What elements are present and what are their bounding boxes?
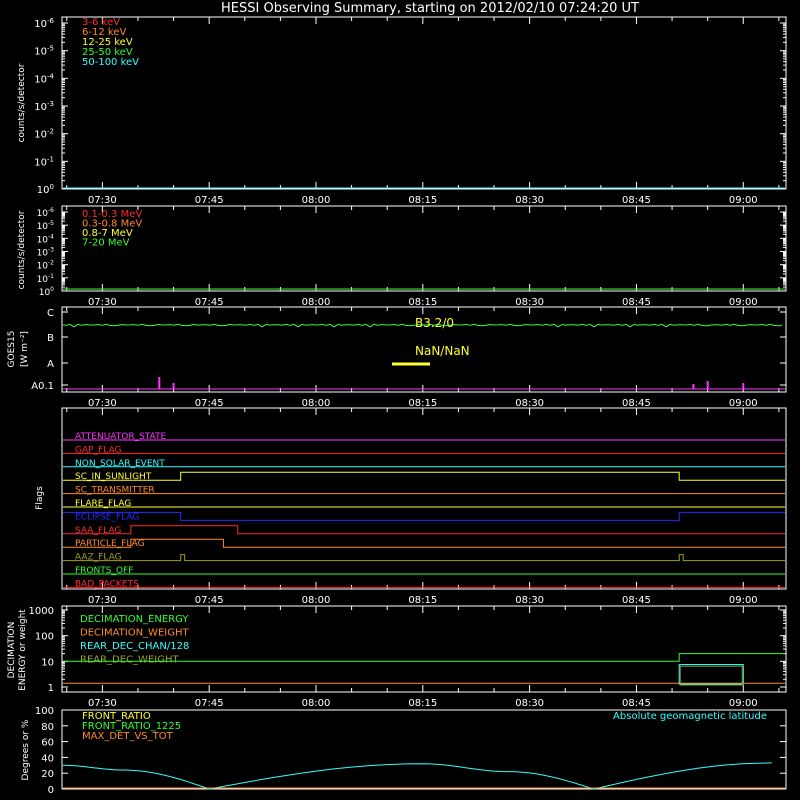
hxr-y-label: $10^{-1}$	[34, 155, 54, 169]
gamma-y-label: $10^{-6}$	[36, 207, 54, 219]
decimation-legend-item: REAR_DEC_CHAN/128	[80, 641, 190, 652]
gamma-frame	[62, 206, 786, 291]
flag-label: ATTENUATOR_STATE	[75, 432, 167, 442]
gamma-legend-item: 0.3-0.8 MeV	[82, 218, 143, 230]
gamma-time-label: 07:30	[87, 297, 117, 308]
decimation-y-label: 1000	[28, 606, 54, 617]
decimation-y-label: 100	[34, 631, 54, 643]
decimation-y-axis-title-1: DECIMATION	[7, 621, 17, 679]
flag-label: ECLIPSE_FLAG	[75, 512, 140, 523]
panels	[7, 17, 786, 796]
decimation-time-label: 08:00	[301, 698, 331, 709]
ratios-legend-item: FRONT_RATIO	[82, 711, 151, 722]
goes-time-label: 07:45	[194, 398, 224, 409]
flag-label: SC_TRANSMITTER	[75, 485, 155, 496]
flags-time-label: 09:00	[728, 595, 758, 606]
panel-flags	[35, 408, 786, 606]
hxr-y-axis-title: counts/s/detector	[17, 63, 27, 143]
hxr-time-label: 07:45	[194, 195, 224, 206]
flag-label: NON_SOLAR_EVENT	[75, 458, 165, 469]
decimation-y-label: 10	[41, 657, 54, 669]
decimation-legend-item: DECIMATION_ENERGY	[80, 614, 189, 625]
rear-dec-weight-series	[680, 666, 742, 685]
ratios-y-label: 40	[41, 753, 54, 765]
flags-time-label: 08:30	[515, 595, 545, 606]
goes-time-label: 08:45	[622, 398, 651, 409]
panel-ratios	[21, 706, 786, 796]
flag-series	[63, 512, 785, 523]
decimation-legend-item: DECIMATION_WEIGHT	[80, 627, 189, 639]
flags-time-label: 07:30	[87, 595, 117, 606]
flag-label: SAA_FLAG	[75, 525, 122, 536]
hxr-legend-item: 3-6 keV	[82, 17, 120, 28]
panel-decimation	[7, 606, 786, 709]
gamma-time-label: 08:45	[622, 297, 651, 308]
goes-y-label: A	[47, 359, 54, 370]
goes-time-label: 09:00	[728, 398, 758, 409]
ratios-legend-item: FRONT_RATIO_1225	[82, 721, 182, 732]
flags-time-label: 08:15	[408, 595, 438, 606]
hxr-y-label: $10^{-2}$	[34, 127, 54, 141]
flag-series	[63, 472, 785, 483]
ratios-y-axis-title: Degrees or %	[21, 719, 31, 781]
hxr-y-label: $10^{-3}$	[34, 100, 54, 113]
gamma-y-label: $10^{-5}$	[36, 220, 54, 233]
decimation-time-label: 08:15	[408, 698, 438, 709]
gamma-time-label: 09:00	[728, 297, 758, 308]
decimation-time-label: 09:00	[728, 698, 758, 709]
gamma-y-label: $10^{-3}$	[36, 246, 54, 259]
ratios-y-label: 80	[41, 721, 54, 733]
hxr-frame	[62, 17, 786, 189]
plot-title: HESSI Observing Summary, starting on 2012/02/10 07:24:20 UT	[221, 1, 639, 16]
flags-y-axis-title: Flags	[35, 486, 45, 510]
goes-ratio-annotation: NaN/NaN	[415, 344, 470, 358]
gamma-legend-item: 0.8-7 MeV	[82, 228, 133, 239]
gamma-time-label: 07:45	[194, 297, 224, 308]
gamma-y-label: $10^{-4}$	[36, 233, 54, 246]
gamma-time-label: 08:15	[408, 297, 438, 308]
gamma-y-axis-title: counts/s/detector	[17, 210, 27, 290]
hxr-time-label: 08:00	[301, 195, 331, 206]
hxr-legend-item: 6-12 keV	[82, 27, 127, 38]
gamma-y-label: $10^0$	[38, 286, 54, 298]
hxr-time-label: 07:30	[87, 195, 117, 206]
gamma-legend-item: 7-20 MeV	[82, 237, 130, 249]
flags-time-label: 08:45	[622, 595, 651, 606]
hxr-legend-item: 25-50 keV	[82, 47, 133, 58]
flags-frame	[62, 408, 786, 589]
gamma-time-label: 08:00	[301, 297, 331, 308]
ratios-y-label: 100	[34, 706, 54, 717]
hxr-y-label: $10^{-4}$	[34, 72, 54, 86]
panel-goes	[7, 307, 786, 409]
flag-label: FRONTS_OFF	[75, 566, 134, 576]
hxr-time-label: 08:15	[408, 195, 438, 206]
goes-time-label: 08:30	[515, 398, 545, 409]
flag-label: SC_IN_SUNLIGHT	[75, 472, 152, 483]
hxr-legend-item: 12-25 keV	[82, 37, 133, 48]
gamma-time-label: 08:30	[515, 297, 545, 308]
hxr-y-label: $10^{-6}$	[34, 17, 54, 30]
goes-y-axis-units: [W m⁻²]	[20, 331, 30, 367]
flag-series	[63, 552, 785, 563]
goes-time-label: 08:15	[408, 398, 438, 409]
panel-gamma	[17, 206, 786, 308]
goes-y-axis-title: GOES15	[7, 330, 17, 368]
hxr-y-label: $10^{-5}$	[34, 44, 54, 58]
rear-dec-chan-series	[679, 665, 743, 685]
ratios-y-label: 60	[41, 737, 54, 749]
decimation-legend-item: REAR_DEC_WEIGHT	[80, 654, 179, 666]
goes-class-annotation: B3.2/0	[415, 316, 454, 330]
ratios-y-label: 0	[47, 785, 54, 796]
flags-time-label: 08:00	[301, 595, 331, 606]
latitude-annotation: Absolute geomagnetic latitude	[613, 711, 767, 722]
flag-label: PARTICLE_FLAG	[75, 539, 145, 550]
ratios-y-label: 20	[41, 769, 54, 781]
decimation-y-axis-title-2: ENERGY or weight	[18, 609, 28, 691]
latitude-series	[63, 763, 772, 789]
flag-label: FLARE_FLAG	[75, 499, 132, 509]
flag-series	[63, 526, 785, 534]
decimation-y-label: 1	[47, 683, 54, 694]
decimation-time-label: 07:30	[87, 698, 117, 709]
flag-label: GAP_FLAG	[75, 445, 122, 456]
hxr-time-label: 08:45	[622, 195, 651, 206]
gamma-y-label: $10^{-1}$	[36, 272, 54, 285]
gamma-y-label: $10^{-2}$	[36, 259, 54, 272]
goes-y-label: B	[47, 333, 54, 344]
flag-series	[63, 539, 785, 550]
flag-label: AAZ_FLAG	[75, 552, 122, 563]
ratios-legend-item: MAX_DET_VS_TOT	[82, 731, 173, 742]
flags-time-label: 07:45	[194, 595, 224, 606]
panel-hxr	[17, 17, 786, 206]
hxr-time-label: 09:00	[728, 195, 758, 206]
decimation-time-label: 08:30	[515, 698, 545, 709]
decimation-time-label: 08:45	[622, 698, 651, 709]
hxr-time-label: 08:30	[515, 195, 545, 206]
hxr-y-label: $10^0$	[36, 183, 54, 196]
goes-y-label: C	[47, 308, 54, 319]
decimation-time-label: 07:45	[194, 698, 224, 709]
flag-label: BAD_PACKETS	[75, 579, 139, 590]
goes-y-label: A0.1	[31, 381, 54, 392]
gamma-legend-item: 0.1-0.3 MeV	[82, 209, 143, 220]
goes-time-label: 08:00	[301, 398, 331, 409]
goes-time-label: 07:30	[87, 398, 117, 409]
hxr-legend-item: 50-100 keV	[82, 57, 140, 68]
